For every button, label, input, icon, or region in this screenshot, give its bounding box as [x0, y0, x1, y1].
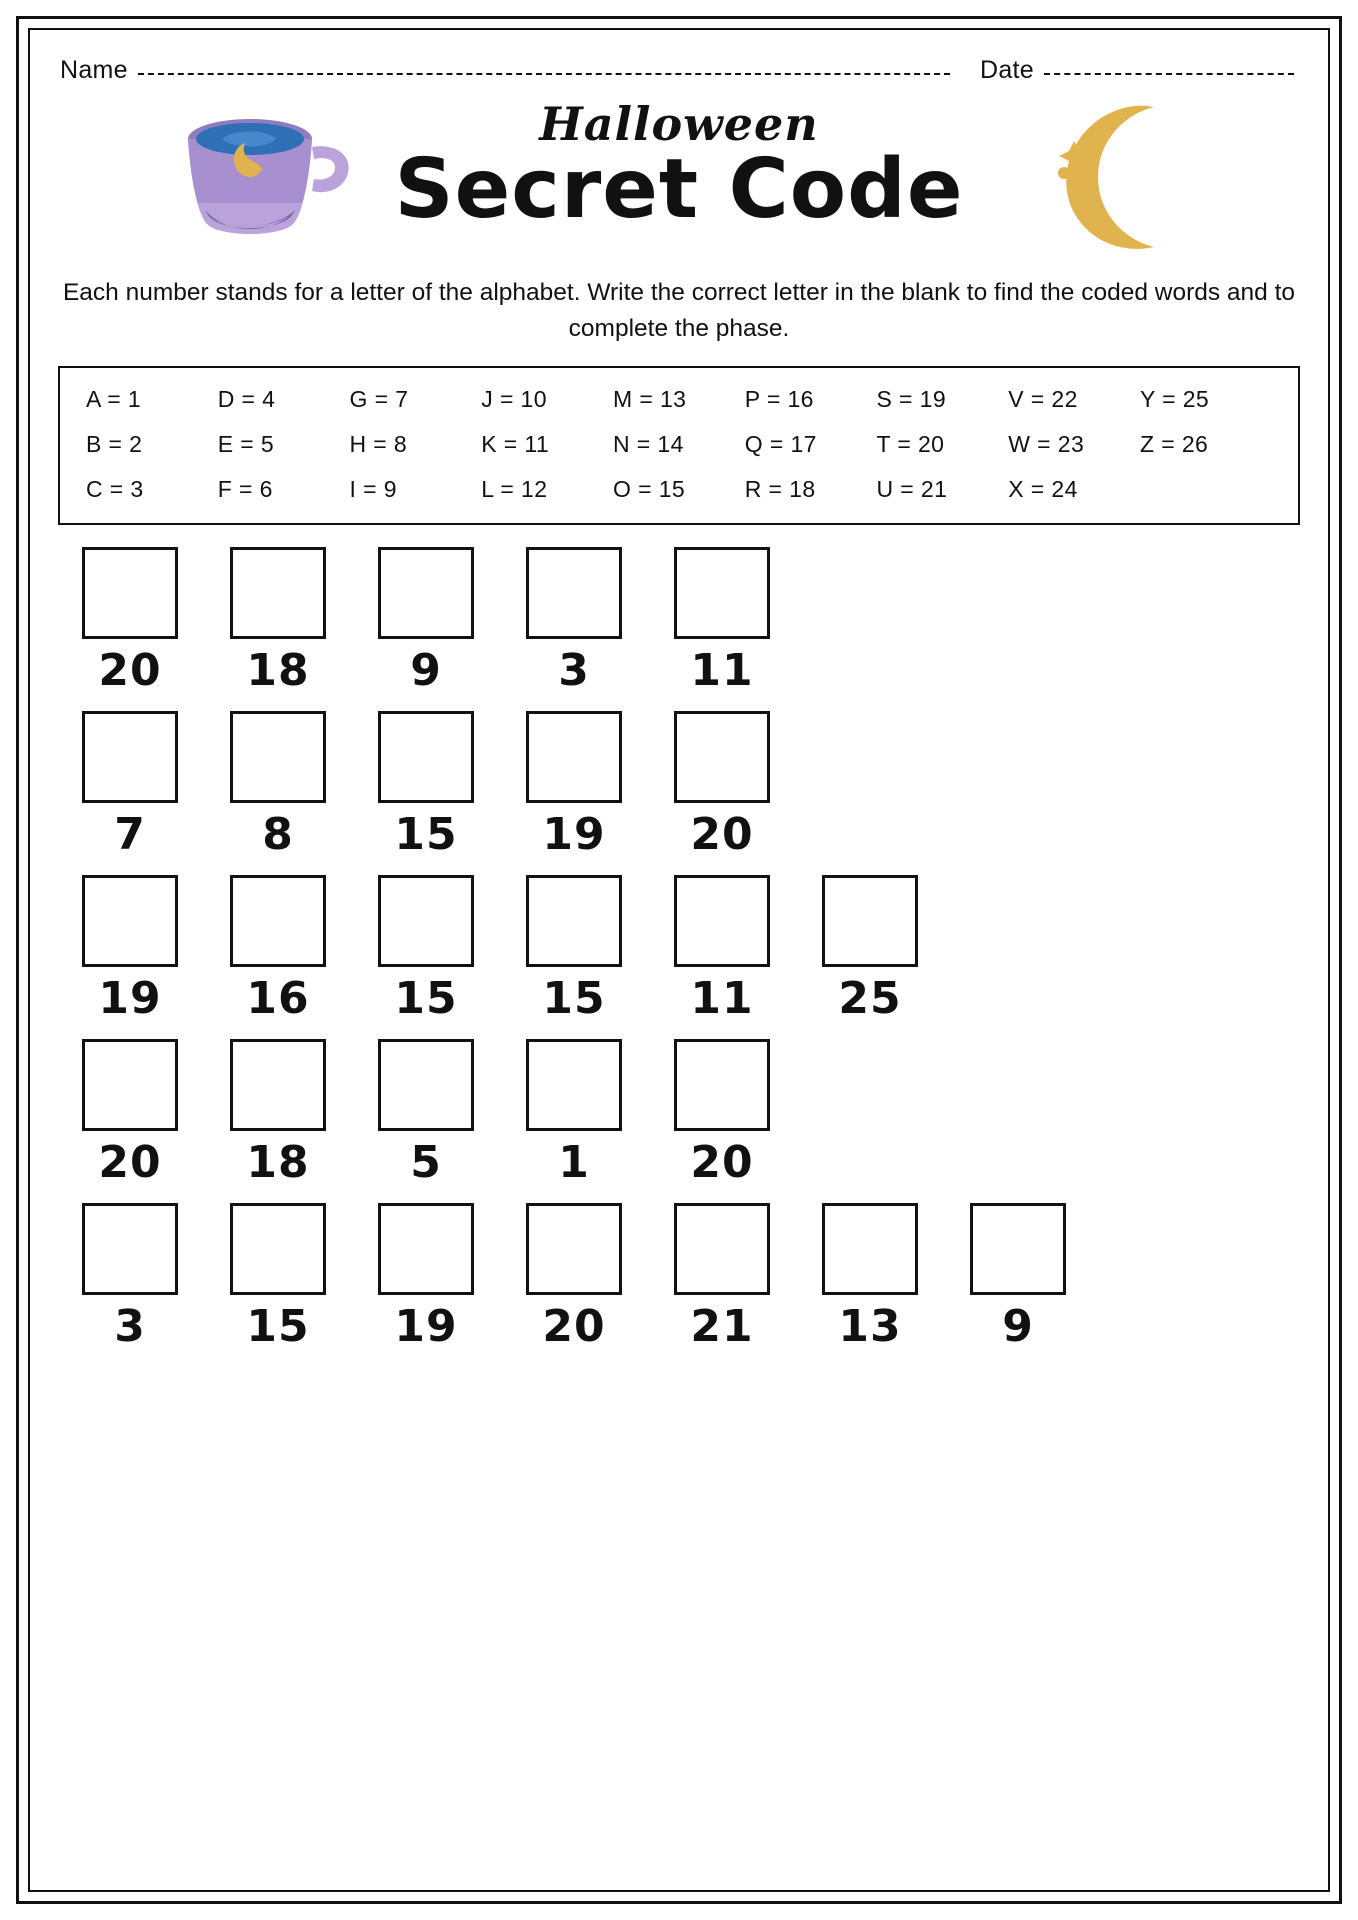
puzzle-row — [56, 1039, 1302, 1189]
puzzle-cell — [352, 711, 500, 861]
key-cell: L = 12 — [481, 476, 548, 503]
puzzle-row — [56, 711, 1302, 861]
code-number: 18 — [246, 645, 310, 697]
answer-box[interactable] — [378, 1203, 474, 1295]
answer-box[interactable] — [378, 875, 474, 967]
code-number: 20 — [690, 809, 754, 861]
code-number: 15 — [542, 973, 606, 1025]
puzzle-row — [56, 1203, 1302, 1353]
crescent-moon-icon — [1030, 97, 1190, 257]
key-cell: W = 23 — [1008, 431, 1085, 458]
puzzle-cell — [352, 875, 500, 1025]
code-number: 9 — [410, 645, 442, 697]
code-number: 21 — [690, 1301, 754, 1353]
code-number: 13 — [838, 1301, 902, 1353]
puzzle-cell — [204, 547, 352, 697]
puzzle-cell — [352, 547, 500, 697]
key-cell: T = 20 — [876, 431, 945, 458]
key-cell: G = 7 — [349, 386, 409, 413]
key-cell: Q = 17 — [744, 431, 817, 458]
answer-box[interactable] — [82, 711, 178, 803]
answer-box[interactable] — [526, 711, 622, 803]
answer-box[interactable] — [970, 1203, 1066, 1295]
code-number: 19 — [542, 809, 606, 861]
key-row — [86, 431, 1272, 458]
code-number: 3 — [558, 645, 590, 697]
puzzle-cell — [796, 1203, 944, 1353]
key-cell: S = 19 — [876, 386, 947, 413]
key-cell: Z = 26 — [1140, 431, 1209, 458]
answer-box[interactable] — [82, 1203, 178, 1295]
puzzle-cell — [352, 1203, 500, 1353]
instructions-text: Each number stands for a letter of the alphabet. Write the correct letter in the blank to find the coded words and to complete the phase. — [62, 279, 1296, 342]
key-cell: M = 13 — [613, 386, 687, 413]
answer-box[interactable] — [230, 875, 326, 967]
puzzle-cell — [500, 711, 648, 861]
puzzle-cell — [204, 1203, 352, 1353]
code-number: 19 — [394, 1301, 458, 1353]
code-number: 15 — [394, 973, 458, 1025]
puzzle-cell — [648, 1203, 796, 1353]
title-block — [46, 91, 1312, 281]
key-cell: K = 11 — [481, 431, 550, 458]
puzzle-cell — [56, 875, 204, 1025]
date-label: Date — [979, 56, 1034, 84]
worksheet-content — [46, 46, 1312, 1874]
answer-box[interactable] — [526, 547, 622, 639]
code-number: 11 — [690, 645, 754, 697]
key-cell: Y = 25 — [1140, 386, 1210, 413]
name-input-line[interactable] — [138, 53, 950, 75]
puzzle-cell — [500, 1203, 648, 1353]
key-cell — [1140, 476, 1272, 503]
puzzle-grid — [56, 547, 1302, 1353]
key-cell: I = 9 — [349, 476, 397, 503]
code-number: 20 — [98, 645, 162, 697]
code-number: 1 — [558, 1137, 590, 1189]
date-input-line[interactable] — [1044, 53, 1294, 75]
answer-box[interactable] — [82, 547, 178, 639]
name-label: Name — [60, 56, 128, 84]
puzzle-cell — [204, 875, 352, 1025]
answer-box[interactable] — [674, 547, 770, 639]
key-cell: F = 6 — [217, 476, 273, 503]
puzzle-row — [56, 547, 1302, 697]
answer-box[interactable] — [378, 711, 474, 803]
answer-box[interactable] — [526, 1039, 622, 1131]
code-number: 11 — [690, 973, 754, 1025]
puzzle-cell — [796, 875, 944, 1025]
puzzle-cell — [56, 711, 204, 861]
title-script: Halloween — [539, 97, 819, 151]
answer-box[interactable] — [378, 1039, 474, 1131]
answer-box[interactable] — [526, 875, 622, 967]
code-number: 9 — [1002, 1301, 1034, 1353]
key-cell: J = 10 — [481, 386, 547, 413]
answer-box[interactable] — [230, 711, 326, 803]
answer-box[interactable] — [82, 875, 178, 967]
answer-box[interactable] — [230, 547, 326, 639]
code-number: 18 — [246, 1137, 310, 1189]
puzzle-cell — [648, 875, 796, 1025]
key-cell: H = 8 — [349, 431, 408, 458]
puzzle-cell — [500, 875, 648, 1025]
key-cell: C = 3 — [86, 476, 144, 503]
puzzle-cell — [56, 1203, 204, 1353]
key-cell: R = 18 — [744, 476, 816, 503]
puzzle-cell — [352, 1039, 500, 1189]
key-cell: O = 15 — [613, 476, 686, 503]
puzzle-cell — [648, 1039, 796, 1189]
key-row — [86, 386, 1272, 413]
key-row — [86, 476, 1272, 503]
code-number: 3 — [114, 1301, 146, 1353]
puzzle-cell — [500, 547, 648, 697]
answer-box[interactable] — [230, 1039, 326, 1131]
code-number: 20 — [542, 1301, 606, 1353]
cipher-key-box — [58, 366, 1300, 525]
puzzle-cell — [204, 711, 352, 861]
answer-box[interactable] — [674, 1039, 770, 1131]
key-cell: X = 24 — [1008, 476, 1078, 503]
key-cell: P = 16 — [744, 386, 814, 413]
code-number: 20 — [690, 1137, 754, 1189]
key-cell: D = 4 — [217, 386, 276, 413]
key-cell: B = 2 — [86, 431, 143, 458]
name-date-row — [46, 46, 1312, 85]
code-number: 8 — [262, 809, 294, 861]
answer-box[interactable] — [526, 1203, 622, 1295]
answer-box[interactable] — [378, 547, 474, 639]
puzzle-cell — [648, 547, 796, 697]
code-number: 20 — [98, 1137, 162, 1189]
puzzle-row — [56, 875, 1302, 1025]
answer-box[interactable] — [822, 875, 918, 967]
title-main: Secret Code — [394, 142, 964, 237]
key-cell: E = 5 — [217, 431, 275, 458]
code-number: 5 — [410, 1137, 442, 1189]
puzzle-cell — [56, 547, 204, 697]
code-number: 15 — [394, 809, 458, 861]
answer-box[interactable] — [674, 1203, 770, 1295]
key-cell: A = 1 — [86, 386, 142, 413]
puzzle-cell — [56, 1039, 204, 1189]
code-number: 7 — [114, 809, 146, 861]
puzzle-cell — [944, 1203, 1092, 1353]
code-number: 25 — [838, 973, 902, 1025]
code-number: 15 — [246, 1301, 310, 1353]
answer-box[interactable] — [674, 875, 770, 967]
key-cell: U = 21 — [876, 476, 948, 503]
answer-box[interactable] — [822, 1203, 918, 1295]
puzzle-cell — [500, 1039, 648, 1189]
code-number: 19 — [98, 973, 162, 1025]
code-number: 16 — [246, 973, 310, 1025]
puzzle-cell — [648, 711, 796, 861]
answer-box[interactable] — [674, 711, 770, 803]
answer-box[interactable] — [230, 1203, 326, 1295]
key-cell: V = 22 — [1008, 386, 1078, 413]
key-cell: N = 14 — [613, 431, 684, 458]
answer-box[interactable] — [82, 1039, 178, 1131]
puzzle-cell — [204, 1039, 352, 1189]
